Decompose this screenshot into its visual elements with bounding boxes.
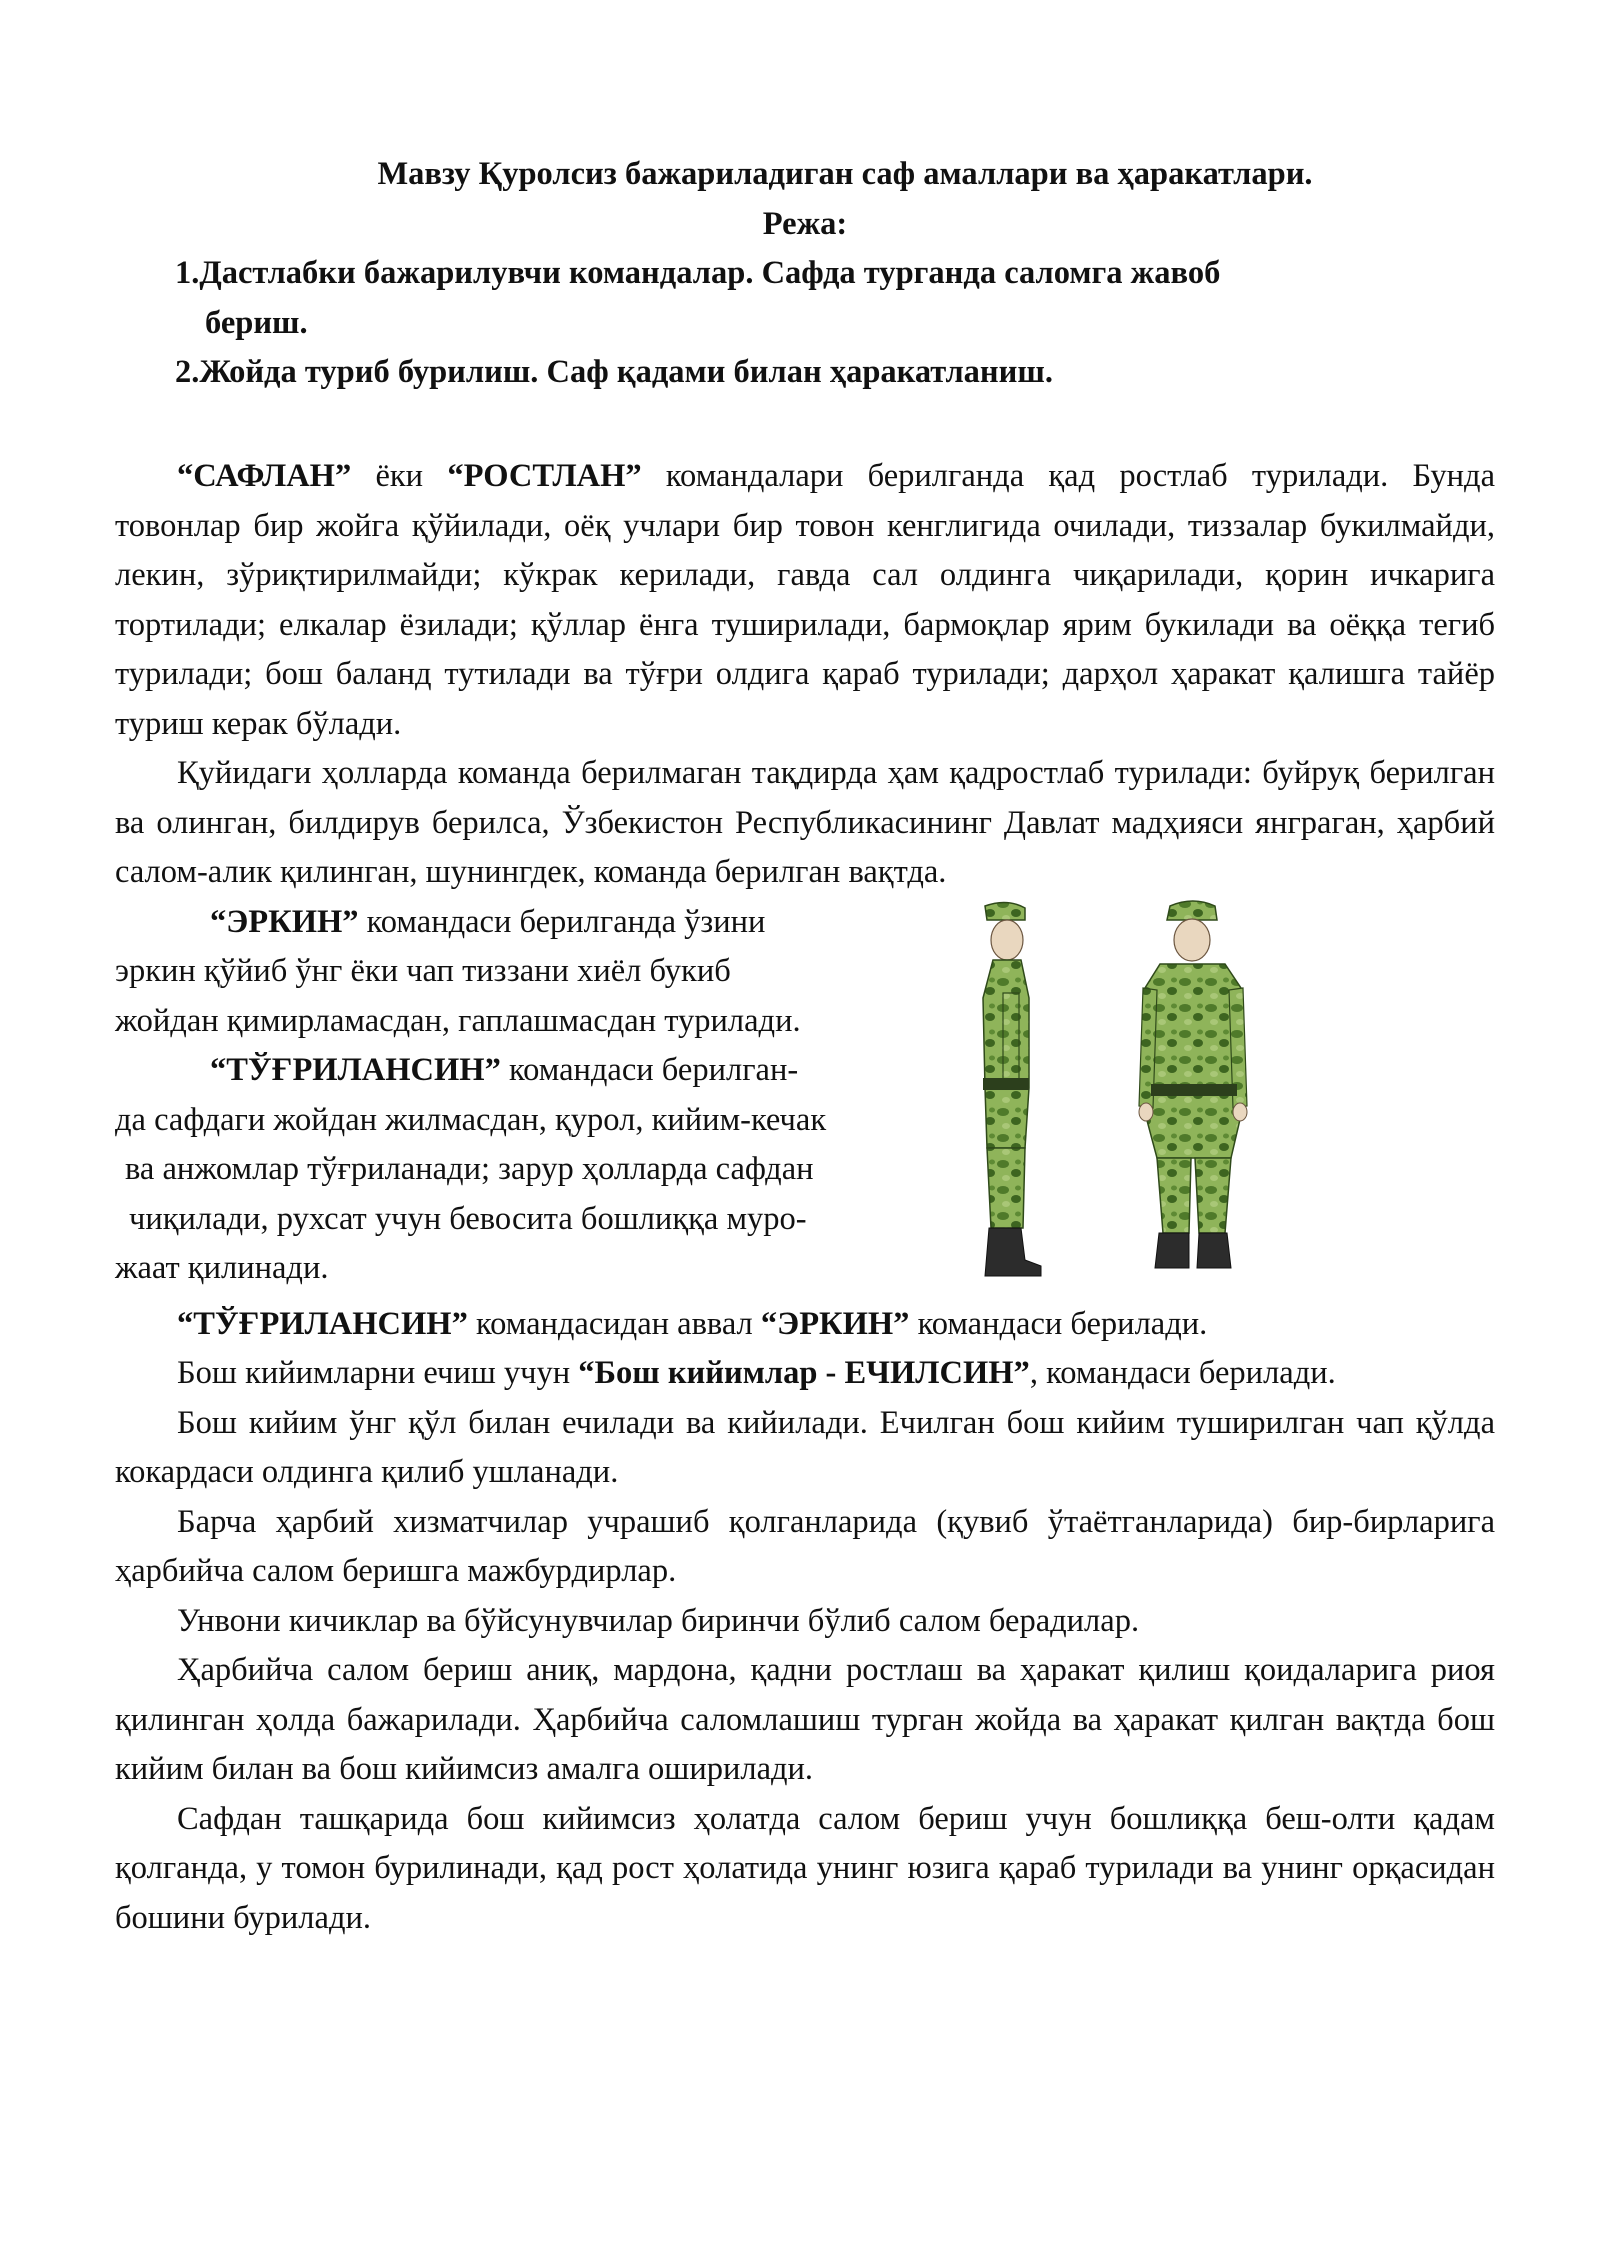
text-span: командаси берилади. — [909, 1305, 1208, 1342]
plan-item-2: 2.Жойда туриб бурилиш. Саф қадами билан ҳаракатланиш. — [175, 354, 1053, 390]
turi-line-3: ва анжомлар тўғриланади; зарур ҳолларда сафдан — [125, 1151, 814, 1187]
text-span: командасидан аввал — [467, 1305, 761, 1342]
command-erkin-2: “ЭРКИН” — [760, 1305, 910, 1342]
command-tugrilansin-2: “ТЎҒРИЛАНСИН” — [177, 1305, 468, 1342]
turi-line-4: чиқилади, рухсат учун бевосита бошлиққа муро- — [129, 1200, 807, 1237]
text-span: командаси берилган- — [500, 1052, 799, 1088]
paragraph-saflan — [115, 452, 1495, 749]
paragraph-tugrilansin-order — [115, 1300, 1495, 1350]
turi-line-5: жаат қилинади. — [115, 1250, 329, 1286]
command-rostlan: “РОСТЛАН” — [447, 458, 642, 494]
paragraph-unvon: Унвони кичиклар ва бўйсунувчилар биринчи бўлиб салом берадилар. — [177, 1602, 1140, 1639]
paragraph-safdan-tashqarida: Сафдан ташқарида бош кийимсиз ҳолатда салом бериш учун бошлиққа беш-олти қадам қолганда, у томон бурилинади, қад рост ҳолатида унинг юзига қараб турилади ва унинг орқасидан бошини бурилади. — [115, 1800, 1495, 1936]
plan-item-1: 1.Дастлабки бажарилувчи командалар. Сафда турганда саломга жавоб — [175, 255, 1221, 291]
header-block — [115, 150, 1495, 398]
text-span: Бош кийимларни ечиш учун — [177, 1355, 579, 1391]
plan-heading: Режа: — [762, 205, 848, 242]
erkin-line-3: жойдан қимирламасдан, гаплашмасдан турилади. — [115, 1002, 801, 1039]
paragraph-bosh-kiyim — [115, 1349, 1495, 1399]
plan-list — [115, 249, 1495, 398]
paragraph-harbiy-salom: Ҳарбийча салом бериш аниқ, мардона, қадни ростлаш ва ҳаракат қилиш қоидаларига риоя қилинган ҳолда бажарилади. Ҳарбийча саломлашиш турган жойда ва ҳаракат қилган вақтда бош кийим билан ва бош кийимсиз амалга оширилади. — [115, 1652, 1495, 1787]
command-tugrilansin: “ТЎҒРИЛАНСИН” — [210, 1052, 501, 1088]
command-erkin: “ЭРКИН” — [210, 903, 359, 940]
command-saflan: “САФЛАН” — [177, 458, 352, 494]
command-echilsin: “Бош кийимлар - ЕЧИЛСИН” — [578, 1355, 1030, 1391]
figure-section — [115, 898, 1495, 1300]
paragraph-kiyim-echiladi: Бош кийим ўнг қўл билан ечилади ва кийилади. Ечилган бош кийим туширилган чап қўлда кокардаси олдинга қилиб ушланади. — [115, 1404, 1495, 1490]
soldiers-standing-illustration-icon — [945, 898, 1375, 1298]
plan-item-1-cont: бериш. — [205, 304, 308, 341]
text-span: , командаси берилади. — [1029, 1355, 1336, 1391]
erkin-line-2: эркин қўйиб ўнг ёки чап тиззани хиёл букиб — [115, 953, 731, 989]
body-text — [115, 452, 1495, 1943]
text-span: командаси берилганда ўзини — [358, 903, 766, 940]
turi-line-2: да сафдаги жойдан жилмасдан, қурол, кийим-кечак — [115, 1101, 827, 1138]
page-title: Мавзу Қуролсиз бажариладиган саф амаллари ва ҳаракатлари. — [377, 156, 1313, 192]
soldier-side-view — [983, 902, 1041, 1276]
figure-side-text — [115, 898, 945, 1294]
erkin-line-1 — [115, 898, 945, 948]
turi-line-1 — [115, 1046, 945, 1096]
text-span: командалари берилганда қад ростлаб турилади. Бунда товонлар бир жойга қўйилади, оёқ учлари бир товон кенглигида очилади, тиззалар букилмайди, лекин, зўриқтирилмайди; кўкрак керилади, гавда сал олдинга чиқарилади, қорин ичкарига тортилади; елкалар ёзилади; қўллар ёнга туширилади, бармоқлар ярим букилади ва оёққа тегиб турилади; бош баланд тутилади ва тўғри олдига қараб турилади; дарҳол ҳаракат қалишга тайёр туриш керак бўлади. — [115, 458, 1496, 742]
paragraph-salom-majburiy: Барча ҳарбий хизматчилар учрашиб қолганларида (қувиб ўтаётганларида) бир-бирларига ҳарбийча салом беришга мажбурдирлар. — [115, 1503, 1495, 1589]
text-span: ёки — [351, 458, 448, 494]
soldier-front-view — [1139, 901, 1247, 1268]
paragraph-qadrostlab: Қуйидаги ҳолларда команда берилмаган тақдирда ҳам қадростлаб турилади: буйруқ берилган ва олинган, билдирув берилса, Ўзбекистон Республикасининг Давлат мадҳияси янграган, ҳарбий салом-алик қилинган, шунингдек, команда берилган вақтда. — [115, 755, 1495, 890]
